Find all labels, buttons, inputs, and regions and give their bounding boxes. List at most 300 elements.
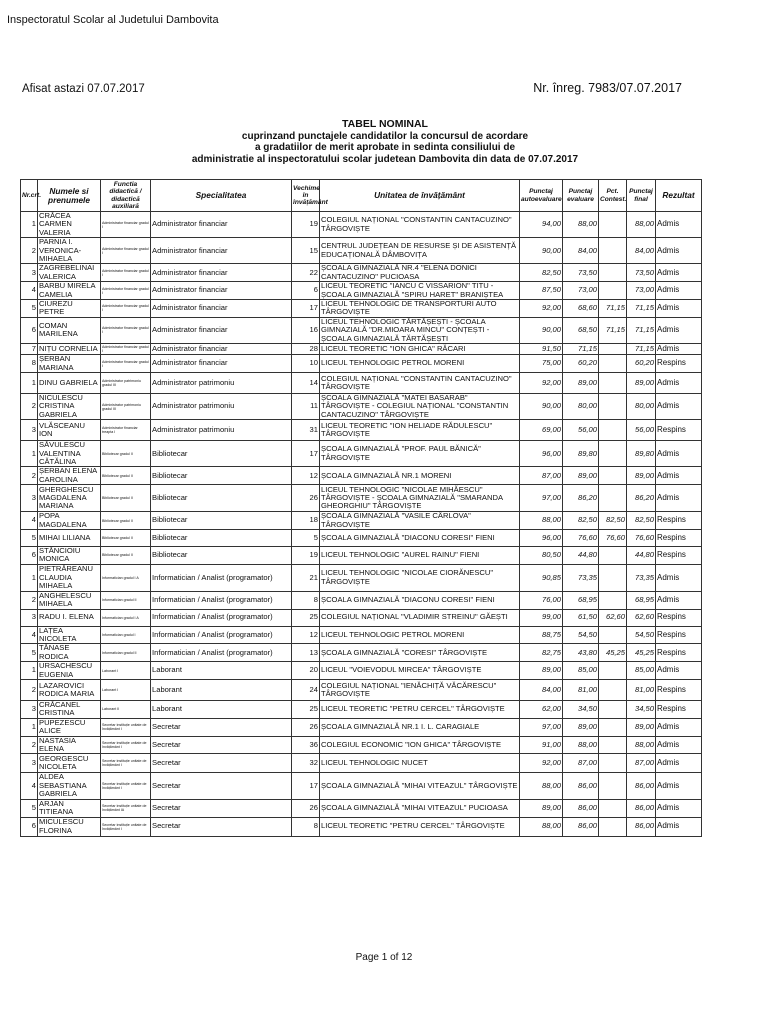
table-row xyxy=(21,754,702,773)
cell-final: 86,20 xyxy=(627,485,656,512)
col-header-nr: Nr.crt. xyxy=(21,180,38,212)
cell-vech: 25 xyxy=(292,609,320,626)
cell-vech: 25 xyxy=(292,701,320,719)
cell-spec: Laborant xyxy=(151,701,292,719)
cell-final: 45,25 xyxy=(627,644,656,662)
cell-nr: 8 xyxy=(21,355,38,373)
cell-nr: 1 xyxy=(21,441,38,467)
cell-eval: 34,50 xyxy=(563,701,599,719)
cell-spec: Administrator patrimoniu xyxy=(151,420,292,441)
cell-final: 60,20 xyxy=(627,355,656,373)
cell-result: Respins xyxy=(656,420,702,441)
cell-cont: 82,50 xyxy=(599,512,627,530)
cell-final: 73,50 xyxy=(627,264,656,282)
cell-nr: 6 xyxy=(21,317,38,343)
cell-result: Admis xyxy=(656,317,702,343)
cell-unit: CENTRUL JUDEȚEAN DE RESURSE ȘI DE ASISTENȚĂ EDUCAȚIONALĂ DÂMBOVIȚA xyxy=(320,238,520,264)
cell-final: 88,00 xyxy=(627,736,656,754)
cell-eval: 89,80 xyxy=(563,441,599,467)
table-row xyxy=(21,485,702,512)
cell-nr: 3 xyxy=(21,701,38,719)
table-row xyxy=(21,718,702,736)
cell-vech: 32 xyxy=(292,754,320,773)
cell-spec: Secretar xyxy=(151,773,292,799)
cell-name: LAȚEA NICOLETA xyxy=(38,626,101,644)
cell-unit: ȘCOALA GIMNAZIALĂ NR.4 "ELENA DONICI CANTACUZINO" PUCIOASA xyxy=(320,264,520,282)
cell-func: Informatician gradul I xyxy=(101,626,151,644)
cell-unit: COLEGIUL NAȚIONAL "IENĂCHIȚĂ VĂCĂRESCU" TÂRGOVIȘTE xyxy=(320,680,520,701)
cell-unit: LICEUL "VOIEVODUL MIRCEA" TÂRGOVIȘTE xyxy=(320,662,520,680)
cell-func: Administrator financiar gradul I xyxy=(101,300,151,318)
cell-cont xyxy=(599,754,627,773)
cell-auto: 91,00 xyxy=(520,736,563,754)
cell-result: Admis xyxy=(656,212,702,238)
cell-eval: 86,00 xyxy=(563,799,599,817)
cell-spec: Administrator financiar xyxy=(151,300,292,318)
cell-auto: 88,00 xyxy=(520,817,563,836)
cell-final: 73,35 xyxy=(627,564,656,591)
cell-cont xyxy=(599,736,627,754)
cell-auto: 99,00 xyxy=(520,609,563,626)
cell-func: Laborant I xyxy=(101,680,151,701)
cell-name: NICULESCU CRISTINA GABRIELA xyxy=(38,393,101,419)
registration-number: Nr. înreg. 7983/07.07.2017 xyxy=(533,81,682,95)
cell-spec: Administrator financiar xyxy=(151,344,292,355)
cell-nr: 3 xyxy=(21,420,38,441)
cell-final: 86,00 xyxy=(627,817,656,836)
col-header-seniority: Vechime în învățământ xyxy=(292,180,320,212)
cell-nr: 2 xyxy=(21,467,38,485)
cell-eval: 89,00 xyxy=(563,718,599,736)
cell-name: LAZAROVICI RODICA MARIA xyxy=(38,680,101,701)
cell-auto: 82,50 xyxy=(520,264,563,282)
cell-name: ANGHELESCU MIHAELA xyxy=(38,591,101,609)
cell-auto: 88,00 xyxy=(520,512,563,530)
cell-cont: 45,25 xyxy=(599,644,627,662)
cell-nr: 4 xyxy=(21,512,38,530)
cell-auto: 90,85 xyxy=(520,564,563,591)
col-header-name: Numele si prenumele xyxy=(38,180,101,212)
cell-name: TĂNASE RODICA xyxy=(38,644,101,662)
cell-name: COMAN MARILENA xyxy=(38,317,101,343)
cell-auto: 76,00 xyxy=(520,591,563,609)
cell-final: 86,00 xyxy=(627,799,656,817)
document-title xyxy=(130,119,640,165)
cell-result: Admis xyxy=(656,393,702,419)
table-row xyxy=(21,344,702,355)
cell-cont: 71,15 xyxy=(599,317,627,343)
cell-func: Bibliotecar gradul II xyxy=(101,441,151,467)
cell-eval: 82,50 xyxy=(563,512,599,530)
cell-name: BARBU MIRELA CAMELIA xyxy=(38,282,101,300)
cell-func: Secretar instituție unitate de învățământ I xyxy=(101,754,151,773)
cell-func: Secretar instituție unitate de învățământ IA xyxy=(101,799,151,817)
cell-nr: 4 xyxy=(21,282,38,300)
cell-auto: 75,00 xyxy=(520,355,563,373)
cell-auto: 97,00 xyxy=(520,485,563,512)
cell-vech: 16 xyxy=(292,317,320,343)
cell-auto: 82,75 xyxy=(520,644,563,662)
cell-cont xyxy=(599,393,627,419)
cell-eval: 87,00 xyxy=(563,754,599,773)
table-row xyxy=(21,264,702,282)
cell-func: Administrator financiar gradul I xyxy=(102,345,149,354)
cell-vech: 5 xyxy=(292,529,320,546)
cell-result: Admis xyxy=(656,372,702,393)
cell-name: STĂNCIOIU MONICA xyxy=(38,546,101,564)
cell-spec: Bibliotecar xyxy=(151,441,292,467)
cell-result: Respins xyxy=(656,529,702,546)
cell-cont xyxy=(599,212,627,238)
cell-spec: Administrator financiar xyxy=(151,212,292,238)
page-number: Page 1 of 12 xyxy=(355,952,413,963)
cell-auto: 92,00 xyxy=(520,754,563,773)
cell-nr: 2 xyxy=(21,591,38,609)
cell-name: ALDEA SEBASTIANA GABRIELA xyxy=(38,773,101,799)
cell-result: Admis xyxy=(656,485,702,512)
table-row xyxy=(21,644,702,662)
cell-cont xyxy=(599,680,627,701)
cell-func: Informatician gradul I A xyxy=(101,564,151,591)
cell-final: 71,15 xyxy=(627,317,656,343)
cell-nr: 2 xyxy=(21,393,38,419)
cell-final: 80,00 xyxy=(627,393,656,419)
cell-func: Informatician gradul II xyxy=(101,644,151,662)
cell-nr: 2 xyxy=(21,238,38,264)
cell-final: 87,00 xyxy=(627,754,656,773)
cell-func: Administrator patrimoniu gradul III xyxy=(101,372,151,393)
cell-func: Administrator financiar gradul I xyxy=(101,317,151,343)
cell-nr: 6 xyxy=(21,546,38,564)
cell-eval: 85,00 xyxy=(563,662,599,680)
cell-func: Bibliotecar gradul II xyxy=(101,529,151,546)
cell-auto: 92,00 xyxy=(520,372,563,393)
cell-cont xyxy=(599,441,627,467)
cell-result: Respins xyxy=(656,644,702,662)
cell-name: PUPEZESCU ALICE xyxy=(38,718,101,736)
cell-result: Admis xyxy=(656,467,702,485)
cell-unit: LICEUL TEORETIC "PETRU CERCEL" TÂRGOVIȘTE xyxy=(320,701,520,719)
table-row xyxy=(21,512,702,530)
cell-spec: Administrator patrimoniu xyxy=(151,372,292,393)
cell-name: ȘERBAN ELENA CAROLINA xyxy=(38,467,101,485)
table-row xyxy=(21,300,702,318)
col-header-function: Functia didactică / didactică auxiliară xyxy=(101,180,151,212)
cell-name: NIȚU CORNELIA xyxy=(38,344,101,355)
cell-unit: LICEUL TEORETIC "ION GHICA" RĂCARI xyxy=(320,344,520,355)
cell-final: 82,50 xyxy=(627,512,656,530)
cell-unit: LICEUL TEHNOLOGIC PETROL MORENI xyxy=(320,355,520,373)
cell-spec: Administrator patrimoniu xyxy=(151,393,292,419)
cell-vech: 26 xyxy=(292,718,320,736)
cell-vech: 12 xyxy=(292,467,320,485)
cell-name: SĂVULESCU VALENTINA CĂTĂLINA xyxy=(38,441,101,467)
cell-auto: 69,00 xyxy=(520,420,563,441)
cell-final: 54,50 xyxy=(627,626,656,644)
table-row xyxy=(21,564,702,591)
cell-result: Admis xyxy=(656,718,702,736)
cell-final: 89,00 xyxy=(627,372,656,393)
cell-eval: 89,00 xyxy=(563,467,599,485)
table-row xyxy=(21,441,702,467)
cell-unit: ȘCOALA GIMNAZIALĂ "DIACONU CORESI" FIENI xyxy=(320,591,520,609)
cell-spec: Informatician / Analist (programator) xyxy=(151,644,292,662)
cell-name: MICULESCU FLORINA xyxy=(38,817,101,836)
cell-auto: 88,75 xyxy=(520,626,563,644)
cell-name: PIETRĂREANU CLAUDIA MIHAELA xyxy=(38,564,101,591)
cell-func: Administrator financiar gradul I xyxy=(101,238,151,264)
cell-unit: COLEGIUL NAȚIONAL "CONSTANTIN CANTACUZINO" TÂRGOVIȘTE xyxy=(320,372,520,393)
cell-auto: 89,00 xyxy=(520,799,563,817)
cell-vech: 11 xyxy=(292,393,320,419)
cell-unit: LICEUL TEHNOLOGIC "AUREL RAINU" FIENI xyxy=(320,546,520,564)
cell-vech: 36 xyxy=(292,736,320,754)
institution-header: Inspectoratul Scolar al Judetului Dambovita xyxy=(7,14,219,26)
cell-result: Admis xyxy=(656,817,702,836)
table-row xyxy=(21,355,702,373)
cell-result: Admis xyxy=(656,441,702,467)
col-header-self-score: Punctaj autoevaluare xyxy=(520,180,563,212)
cell-final: 68,95 xyxy=(627,591,656,609)
cell-cont xyxy=(599,238,627,264)
cell-vech: 19 xyxy=(292,546,320,564)
title-line-3: administratie al inspectoratului scolar judetean Dambovita din data de 07.07.2017 xyxy=(191,153,579,165)
cell-unit: LICEUL TEHNOLOGIC "NICOLAE MIHĂESCU" TÂRGOVIȘTE - ȘCOALA GIMNAZIALĂ "SMARANDA GHEORGHIU" TÂRGOVIȘTE xyxy=(320,485,520,512)
cell-unit: LICEUL TEHNOLOGIC PETROL MORENI xyxy=(320,626,520,644)
cell-unit: COLEGIUL NAȚIONAL "VLADIMIR STREINU" GĂEȘTI xyxy=(320,609,520,626)
cell-cont: 71,15 xyxy=(599,300,627,318)
col-header-unit: Unitatea de învățământ xyxy=(320,180,520,212)
cell-vech: 21 xyxy=(292,564,320,591)
cell-cont xyxy=(599,773,627,799)
cell-final: 71,15 xyxy=(627,300,656,318)
cell-name: ARJAN TITIEANA xyxy=(38,799,101,817)
cell-vech: 17 xyxy=(292,300,320,318)
cell-spec: Secretar xyxy=(151,736,292,754)
cell-result: Admis xyxy=(656,300,702,318)
cell-auto: 87,50 xyxy=(520,282,563,300)
cell-spec: Secretar xyxy=(151,817,292,836)
cell-func: Administrator financiar gradul I xyxy=(101,264,151,282)
cell-result: Respins xyxy=(656,355,702,373)
cell-spec: Administrator financiar xyxy=(151,264,292,282)
cell-nr: 1 xyxy=(21,372,38,393)
cell-final: 84,00 xyxy=(627,238,656,264)
cell-spec: Administrator financiar xyxy=(151,317,292,343)
cell-final: 73,00 xyxy=(627,282,656,300)
cell-vech: 10 xyxy=(292,355,320,373)
cell-eval: 68,50 xyxy=(563,317,599,343)
cell-auto: 90,00 xyxy=(520,393,563,419)
cell-name: CIUREZU PETRE xyxy=(38,300,101,318)
table-row xyxy=(21,680,702,701)
table-header-row xyxy=(21,180,702,212)
title-main: TABEL NOMINAL xyxy=(342,118,428,130)
cell-eval: 44,80 xyxy=(563,546,599,564)
cell-result: Admis xyxy=(656,662,702,680)
cell-final: 89,00 xyxy=(627,467,656,485)
cell-spec: Secretar xyxy=(151,799,292,817)
cell-nr: 1 xyxy=(21,662,38,680)
cell-cont: 76,60 xyxy=(599,529,627,546)
cell-eval: 84,00 xyxy=(563,238,599,264)
cell-name: ZAGREBELINAI VALERICA xyxy=(38,264,101,282)
cell-result: Admis xyxy=(656,264,702,282)
cell-vech: 26 xyxy=(292,485,320,512)
cell-result: Admis xyxy=(656,591,702,609)
cell-nr: 6 xyxy=(21,817,38,836)
table-row xyxy=(21,609,702,626)
cell-final: 76,60 xyxy=(627,529,656,546)
cell-vech: 17 xyxy=(292,441,320,467)
cell-name: PARNIA I. VERONICA-MIHAELA xyxy=(38,238,101,264)
table-row xyxy=(21,317,702,343)
cell-spec: Administrator financiar xyxy=(151,355,292,373)
cell-final: 81,00 xyxy=(627,680,656,701)
cell-cont xyxy=(599,344,627,355)
table-row xyxy=(21,420,702,441)
cell-spec: Informatician / Analist (programator) xyxy=(151,591,292,609)
cell-func: Secretar instituție unitate de învățământ I xyxy=(101,718,151,736)
cell-result: Admis xyxy=(656,238,702,264)
cell-auto: 96,00 xyxy=(520,529,563,546)
cell-func: Laborant I xyxy=(101,662,151,680)
table-row xyxy=(21,393,702,419)
cell-func: Bibliotecar gradul II xyxy=(101,512,151,530)
cell-unit: LICEUL TEHNOLOGIC TĂRTĂȘEȘTI - ȘCOALA GIMNAZIALĂ "DR.MIOARA MINCU" CONȚEȘTI - ȘCOALA GIMNAZIALĂ TĂRTĂȘEȘTI xyxy=(320,317,520,343)
cell-nr: 4 xyxy=(21,773,38,799)
col-header-result: Rezultat xyxy=(656,180,702,212)
cell-auto: 96,00 xyxy=(520,441,563,467)
cell-nr: 5 xyxy=(21,300,38,318)
cell-func: Secretar instituție unitate de învățământ I xyxy=(101,773,151,799)
cell-eval: 73,35 xyxy=(563,564,599,591)
cell-unit: LICEUL TEORETIC "ION HELIADE RĂDULESCU" TÂRGOVIȘTE xyxy=(320,420,520,441)
cell-unit: ȘCOALA GIMNAZIALĂ "PROF. PAUL BĂNICĂ" TÂRGOVIȘTE xyxy=(320,441,520,467)
cell-eval: 43,80 xyxy=(563,644,599,662)
cell-eval: 61,50 xyxy=(563,609,599,626)
cell-name: URSACHESCU EUGENIA xyxy=(38,662,101,680)
cell-auto: 97,00 xyxy=(520,718,563,736)
cell-cont xyxy=(599,355,627,373)
cell-vech: 26 xyxy=(292,799,320,817)
table-row xyxy=(21,817,702,836)
table-row xyxy=(21,282,702,300)
cell-vech: 18 xyxy=(292,512,320,530)
cell-final: 34,50 xyxy=(627,701,656,719)
cell-auto: 92,00 xyxy=(520,300,563,318)
cell-result: Admis xyxy=(656,736,702,754)
cell-func: Administrator financiar gradul I xyxy=(101,212,151,238)
posted-date: Afisat astazi 07.07.2017 xyxy=(22,83,145,95)
cell-func: Bibliotecar gradul II xyxy=(101,546,151,564)
cell-unit: ȘCOALA GIMNAZIALĂ "VASILE CÂRLOVA" TÂRGOVIȘTE xyxy=(320,512,520,530)
table-row xyxy=(21,591,702,609)
col-header-contest-score: Pct. Contest. xyxy=(599,180,627,212)
cell-func: Bibliotecar gradul II xyxy=(101,485,151,512)
cell-eval: 68,60 xyxy=(563,300,599,318)
cell-vech: 8 xyxy=(292,817,320,836)
cell-spec: Bibliotecar xyxy=(151,485,292,512)
cell-nr: 4 xyxy=(21,626,38,644)
cell-final: 44,80 xyxy=(627,546,656,564)
cell-vech: 8 xyxy=(292,591,320,609)
cell-result: Admis xyxy=(656,282,702,300)
cell-cont xyxy=(599,701,627,719)
cell-eval: 60,20 xyxy=(563,355,599,373)
cell-auto: 80,50 xyxy=(520,546,563,564)
cell-final: 88,00 xyxy=(627,212,656,238)
cell-unit: COLEGIUL NAȚIONAL "CONSTANTIN CANTACUZINO" TÂRGOVIȘTE xyxy=(320,212,520,238)
cell-eval: 73,50 xyxy=(563,264,599,282)
cell-spec: Informatician / Analist (programator) xyxy=(151,609,292,626)
cell-nr: 5 xyxy=(21,799,38,817)
title-line-2: a gradatiilor de merit aprobate in sedinta consiliului de xyxy=(254,142,516,153)
cell-cont xyxy=(599,718,627,736)
cell-cont xyxy=(599,467,627,485)
cell-vech: 19 xyxy=(292,212,320,238)
cell-name: POPA MAGDALENA xyxy=(38,512,101,530)
cell-cont xyxy=(599,282,627,300)
cell-auto: 91,50 xyxy=(520,344,563,355)
cell-result: Admis xyxy=(656,754,702,773)
cell-cont xyxy=(599,485,627,512)
cell-auto: 89,00 xyxy=(520,662,563,680)
cell-unit: ȘCOALA GIMNAZIALĂ "DIACONU CORESI" FIENI xyxy=(320,529,520,546)
cell-vech: 6 xyxy=(292,282,320,300)
cell-spec: Informatician / Analist (programator) xyxy=(151,626,292,644)
cell-cont xyxy=(599,662,627,680)
cell-cont: 62,60 xyxy=(599,609,627,626)
cell-unit: COLEGIUL ECONOMIC "ION GHICA" TÂRGOVIȘTE xyxy=(320,736,520,754)
cell-unit: LICEUL TEORETIC "IANCU C VISSARION" TITU - ȘCOALA GIMNAZIALĂ "SPIRU HARET" BRANIȘTEA xyxy=(320,282,520,300)
cell-func: Administrator financiar gradul I xyxy=(101,282,151,300)
cell-unit: ȘCOALA GIMNAZIALĂ "MIHAI VITEAZUL" TÂRGOVIȘTE xyxy=(320,773,520,799)
col-header-final-score: Punctaj final xyxy=(627,180,656,212)
cell-nr: 5 xyxy=(21,644,38,662)
cell-func: Administrator financiar treapta I xyxy=(101,420,151,441)
title-line-1: cuprinzand punctajele candidatilor la concursul de acordare xyxy=(241,130,529,142)
cell-unit: ȘCOALA GIMNAZIALĂ "CORESI" TÂRGOVIȘTE xyxy=(320,644,520,662)
cell-vech: 31 xyxy=(292,420,320,441)
cell-eval: 81,00 xyxy=(563,680,599,701)
cell-nr: 1 xyxy=(21,564,38,591)
cell-cont xyxy=(599,817,627,836)
cell-auto: 88,00 xyxy=(520,773,563,799)
cell-auto: 90,00 xyxy=(520,238,563,264)
table-row xyxy=(21,529,702,546)
cell-eval: 86,20 xyxy=(563,485,599,512)
cell-result: Respins xyxy=(656,626,702,644)
cell-name: MIHAI LILIANA xyxy=(38,529,101,546)
cell-eval: 80,00 xyxy=(563,393,599,419)
cell-func: Laborant II xyxy=(101,701,151,719)
cell-spec: Secretar xyxy=(151,754,292,773)
cell-nr: 7 xyxy=(21,344,38,355)
cell-unit: ȘCOALA GIMNAZIALĂ NR.1 MORENI xyxy=(320,467,520,485)
cell-func: Secretar instituție unitate de învățământ I xyxy=(101,736,151,754)
cell-cont xyxy=(599,372,627,393)
cell-auto: 94,00 xyxy=(520,212,563,238)
cell-name: RADU I. ELENA xyxy=(38,609,101,626)
cell-unit: LICEUL TEHNOLOGIC DE TRANSPORTURI AUTO TÂRGOVIȘTE xyxy=(320,300,520,318)
col-header-eval-score: Punctaj evaluare xyxy=(563,180,599,212)
cell-spec: Bibliotecar xyxy=(151,512,292,530)
cell-name: ȘERBAN MARIANA xyxy=(38,355,101,373)
cell-func: Secretar instituție unitate de învățământ I xyxy=(101,817,151,836)
cell-spec: Laborant xyxy=(151,680,292,701)
table-row xyxy=(21,467,702,485)
